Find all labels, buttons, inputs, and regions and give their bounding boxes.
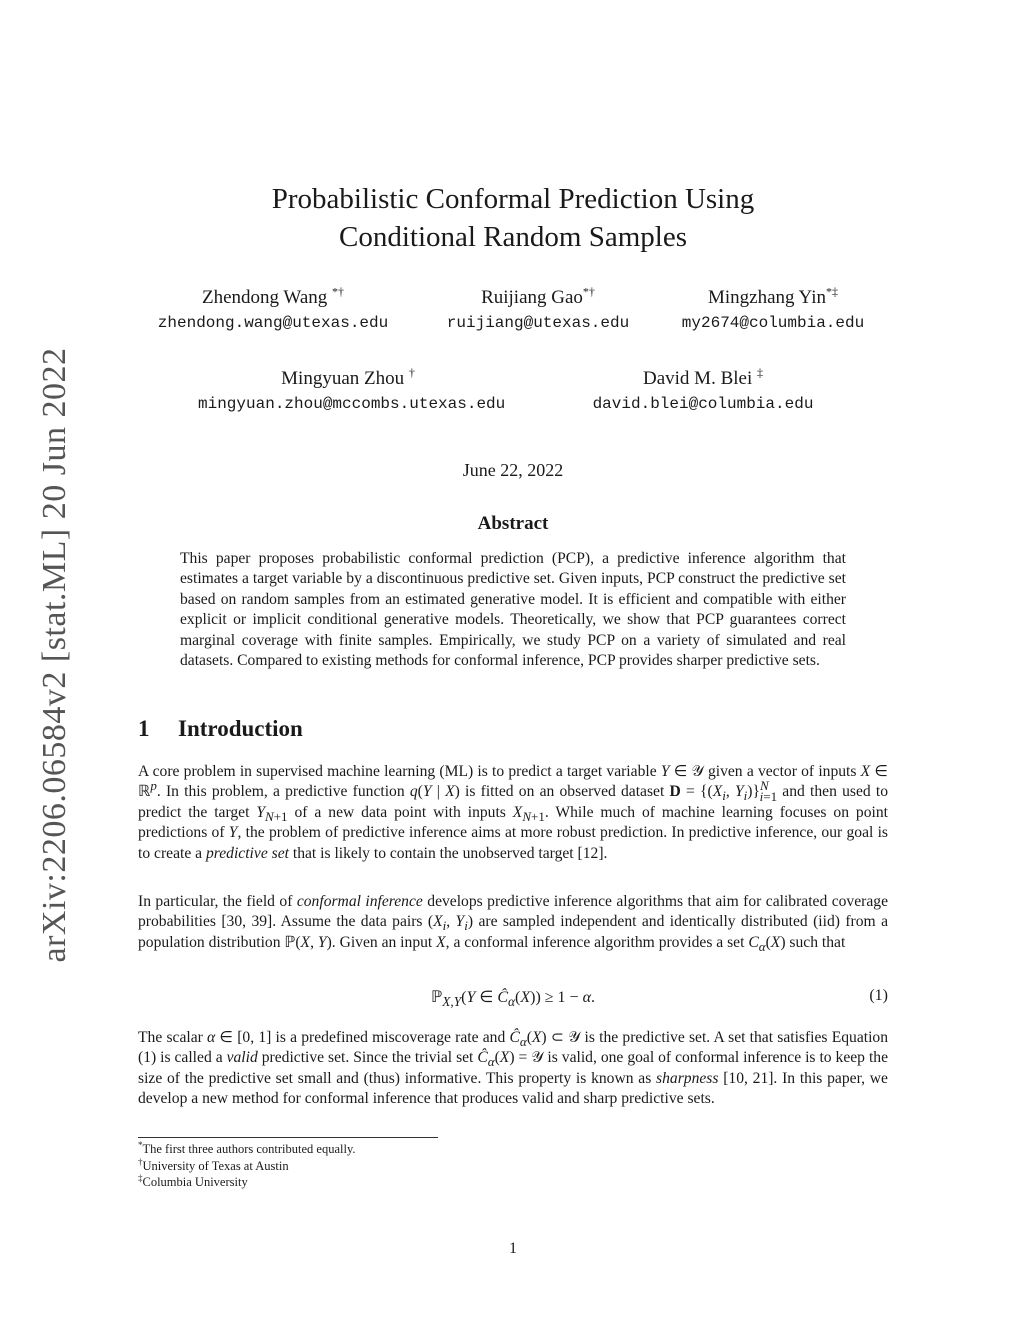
intro-paragraph-2: In particular, the field of conformal inference develops predictive inference algorithms that aim for calibrated coverage probabilities [30, 39]. Assume the data pairs ($X_i$, $Y_i$) are sampled independent and identically distributed (iid) from a population distribution ℙ(X, Y). Given an input X, a conformal inference algorithm provides a set $C_\alpha(X)$ such that — [138, 893, 888, 954]
equation-1 — [138, 987, 888, 1011]
page-number: 1 — [509, 1240, 517, 1257]
author-marks: *‡ — [826, 284, 839, 299]
footnote-rule — [138, 1137, 438, 1138]
equation-body: ℙ$_{X,Y}$(Y ∈ $Ĉ_\alpha(X)) \ge 1 - \alpha$. — [431, 989, 595, 1010]
author — [428, 285, 648, 335]
arxiv-sidebar — [10, 0, 80, 1325]
title-line-1: Probabilistic Conformal Prediction Using — [271, 183, 755, 215]
author-name: Mingyuan Zhou — [281, 368, 405, 389]
author — [568, 366, 838, 416]
footnote: †University of Texas at Austin — [138, 1156, 289, 1173]
author-name: Ruijiang Gao — [481, 287, 583, 308]
section-number: 1 — [138, 716, 150, 741]
author-name: David M. Blei — [643, 368, 753, 389]
title-line-2: Conditional Random Samples — [339, 221, 687, 253]
author-email[interactable]: mingyuan.zhou@mccombs.utexas.edu — [198, 395, 506, 413]
author-email[interactable]: ruijiang@utexas.edu — [446, 314, 630, 332]
author-email[interactable]: zhendong.wang@utexas.edu — [157, 314, 389, 332]
author — [138, 285, 408, 335]
intro-paragraph-1: A core problem in supervised machine learning (ML) is to predict a target variable Y ∈ 𝒴 given a vector of inputs X ∈ ℝ$^p$. In this problem, a predictive function q(Y | X) is fitted on an observed dataset $D = \{(X_i$, $Y_i)\}^N_{i=1}$ and then used to predict the target $Y_{N+1}$ of a new data point with inputs $X_{N+1}$. While much of machine learning focuses on point predictions of Y, the problem of predictive inference aims at more robust prediction. In predictive inference, our goal is to create a predictive set that is likely to contain the unobserved target [12]. — [138, 763, 889, 862]
footnote: ‡Columbia University — [138, 1172, 248, 1189]
arxiv-identifier: arXiv:2206.06584v2 [stat.ML] 20 Jun 2022 — [36, 347, 73, 963]
author-name: Zhendong Wang — [201, 287, 328, 308]
publication-date: June 22, 2022 — [462, 460, 564, 480]
author-name: Mingzhang Yin — [707, 287, 827, 308]
author-marks: ‡ — [757, 365, 763, 380]
author-email[interactable]: my2674@columbia.edu — [681, 314, 865, 332]
author-marks: *† — [332, 284, 345, 299]
section-heading — [138, 716, 303, 742]
author-email[interactable]: david.blei@columbia.edu — [592, 395, 814, 413]
abstract-heading: Abstract — [477, 513, 549, 534]
author — [668, 285, 878, 335]
footnotes — [138, 1141, 738, 1191]
footnote: *The first three authors contributed equally. — [138, 1139, 356, 1156]
abstract-text: This paper proposes probabilistic conformal prediction (PCP), a predictive inference algorithm that estimates a target variable by a discontinuous predictive set. Given inputs, PCP construct the predictive set based on random samples from an estimated generative model. It is efficient and compatible with either explicit or implicit conditional generative models. Theoretically, we show that PCP guarantees correct marginal coverage with finite samples. Empirically, we study PCP on a variety of simulated and real datasets. Compared to existing methods for conformal inference, PCP provides sharper predictive sets. — [180, 550, 846, 670]
equation-label: (1) — [869, 987, 888, 1004]
author — [198, 365, 506, 416]
section-title: Introduction — [178, 716, 303, 741]
author-marks: *† — [582, 284, 595, 299]
author-marks: † — [408, 365, 415, 380]
intro-paragraph-3: The scalar α ∈ [0, 1] is a predefined miscoverage rate and $Ĉ_\alpha(X)$ ⊂ 𝒴 is the predictive set. A set that satisfies Equation (1) is called a valid predictive set. Since the trivial set $Ĉ_\alpha(X)$ = 𝒴 is valid, one goal of conformal inference is to keep the size of the predictive set small and (thus) informative. This property is known as sharpness [10, 21]. In this paper, we develop a new method for conformal inference that produces valid and sharp predictive sets. — [138, 1029, 889, 1108]
paper-title — [138, 180, 888, 256]
